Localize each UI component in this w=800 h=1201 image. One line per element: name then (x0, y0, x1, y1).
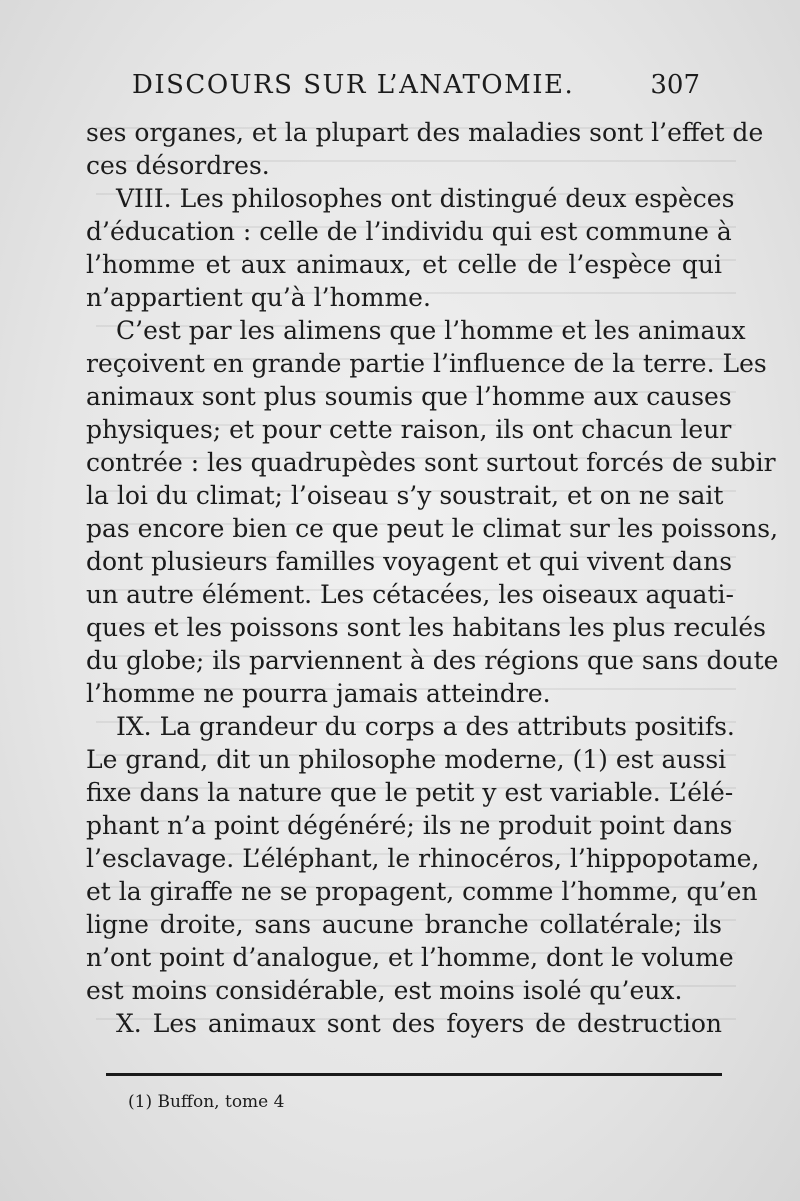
text-line: n’ont point d’analogue, et l’homme, dont le volume (86, 943, 734, 972)
running-title: DISCOURS SUR L’ANATOMIE. (132, 70, 575, 100)
text-line: la loi du climat; l’oiseau s’y soustrait, et on ne sait (86, 481, 724, 510)
text-line: n’appartient qu’à l’homme. (86, 283, 431, 312)
text-line: et la giraffe ne se propagent, comme l’homme, qu’en (86, 877, 758, 906)
running-head (100, 66, 700, 106)
text-line: ces désordres. (86, 151, 270, 180)
text-line: ques et les poissons sont les habitans les plus reculés (86, 613, 766, 642)
page-number: 307 (650, 70, 700, 100)
text-line: X. Les animaux sont des foyers de destruction (116, 1009, 722, 1038)
text-line: physiques; et pour cette raison, ils ont chacun leur (86, 415, 732, 444)
text-line: Le grand, dit un philosophe moderne, (1) est aussi (86, 745, 727, 774)
body-text (86, 116, 779, 1040)
text-line: ligne droite, sans aucune branche collatérale; ils (86, 910, 722, 939)
text-line: l’homme et aux animaux, et celle de l’espèce qui (86, 250, 722, 279)
text-line: du globe; ils parviennent à des régions que sans doute (86, 646, 779, 675)
text-line: est moins considérable, est moins isolé qu’eux. (86, 976, 683, 1005)
text-line: contrée : les quadrupèdes sont surtout forcés de subir (86, 448, 776, 477)
text-line: ses organes, et la plupart des maladies sont l’effet de (86, 118, 764, 147)
text-line: IX. La grandeur du corps a des attributs positifs. (116, 712, 735, 741)
footnote: (1) Buffon, tome 4 (128, 1092, 285, 1112)
text-line: animaux sont plus soumis que l’homme aux causes (86, 382, 732, 411)
text-line: C’est par les alimens que l’homme et les animaux (116, 316, 746, 345)
text-line: VIII. Les philosophes ont distingué deux espèces (116, 184, 735, 213)
text-line: un autre élément. Les cétacées, les oiseaux aquati- (86, 580, 734, 609)
text-line: fixe dans la nature que le petit y est variable. L’élé- (86, 778, 734, 807)
text-line: phant n’a point dégénéré; ils ne produit point dans (86, 811, 733, 840)
text-line: l’homme ne pourra jamais atteindre. (86, 679, 551, 708)
text-line: d’éducation : celle de l’individu qui est commune à (86, 217, 732, 246)
footnote-rule (106, 1073, 722, 1076)
text-line: reçoivent en grande partie l’influence de la terre. Les (86, 349, 767, 378)
text-line: pas encore bien ce que peut le climat sur les poissons, (86, 514, 779, 543)
text-line: dont plusieurs familles voyagent et qui vivent dans (86, 547, 733, 576)
text-line: l’esclavage. L’éléphant, le rhinocéros, l’hippopotame, (86, 844, 760, 873)
